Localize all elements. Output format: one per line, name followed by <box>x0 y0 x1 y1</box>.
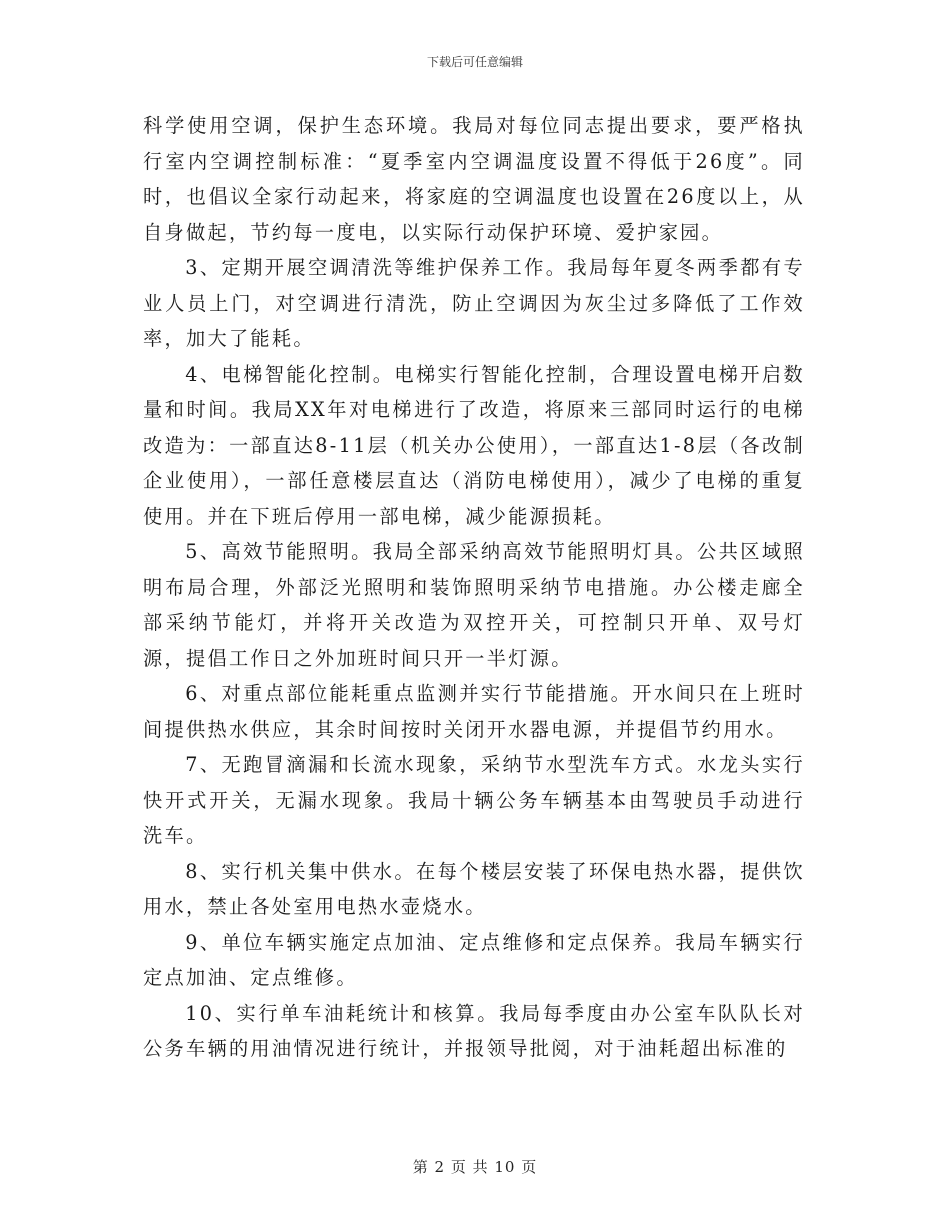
paragraph-item-10: 10、实行单车油耗统计和核算。我局每季度由办公室车队队长对公务车辆的用油情况进行统计，并报领导批阅，对于油耗超出标准的 <box>143 1001 805 1060</box>
paragraph-item-3: 3、定期开展空调清洗等维护保养工作。我局每年夏冬两季都有专业人员上门，对空调进行清洗，防止空调因为灰尘过多降低了工作效率，加大了能耗。 <box>143 256 805 350</box>
paragraph-item-8: 8、实行机关集中供水。在每个楼层安装了环保电热水器，提供饮用水，禁止各处室用电热水壶烧水。 <box>143 859 805 918</box>
page-number-footer: 第 2 页 共 10 页 <box>412 1158 538 1176</box>
paragraph-item-9: 9、单位车辆实施定点加油、定点维修和定点保养。我局车辆实行定点加油、定点维修。 <box>143 930 805 989</box>
paragraph-air-conditioning-continued: 科学使用空调，保护生态环境。我局对每位同志提出要求，要严格执行室内空调控制标准：“夏季室内空调温度设置不得低于26度”。同时，也倡议全家行动起来，将家庭的空调温度也设置在26度以上，从自身做起，节约每一度电，以实际行动保护环境、爱护家园。 <box>143 114 805 244</box>
paragraph-item-5: 5、高效节能照明。我局全部采纳高效节能照明灯具。公共区域照明布局合理，外部泛光照明和装饰照明采纳节电措施。办公楼走廊全部采纳节能灯，并将开关改造为双控开关，可控制只开单、双号灯源，提倡工作日之外加班时间只开一半灯源。 <box>143 540 805 670</box>
paragraph-item-4: 4、电梯智能化控制。电梯实行智能化控制，合理设置电梯开启数量和时间。我局XX年对电梯进行了改造，将原来三部同时运行的电梯改造为：一部直达8-11层（机关办公使用），一部直达1-8层（各改制企业使用），一部任意楼层直达（消防电梯使用），减少了电梯的重复使用。并在下班后停用一部电梯，减少能源损耗。 <box>143 362 805 528</box>
document-body <box>143 108 805 1067</box>
paragraph-item-7: 7、无跑冒滴漏和长流水现象，采纳节水型洗车方式。水龙头实行快开式开关，无漏水现象。我局十辆公务车辆基本由驾驶员手动进行洗车。 <box>143 753 805 847</box>
page-header-note: 下载后可任意编辑 <box>426 55 523 69</box>
paragraph-item-6: 6、对重点部位能耗重点监测并实行节能措施。开水间只在上班时间提供热水供应，其余时间按时关闭开水器电源，并提倡节约用水。 <box>143 682 805 741</box>
